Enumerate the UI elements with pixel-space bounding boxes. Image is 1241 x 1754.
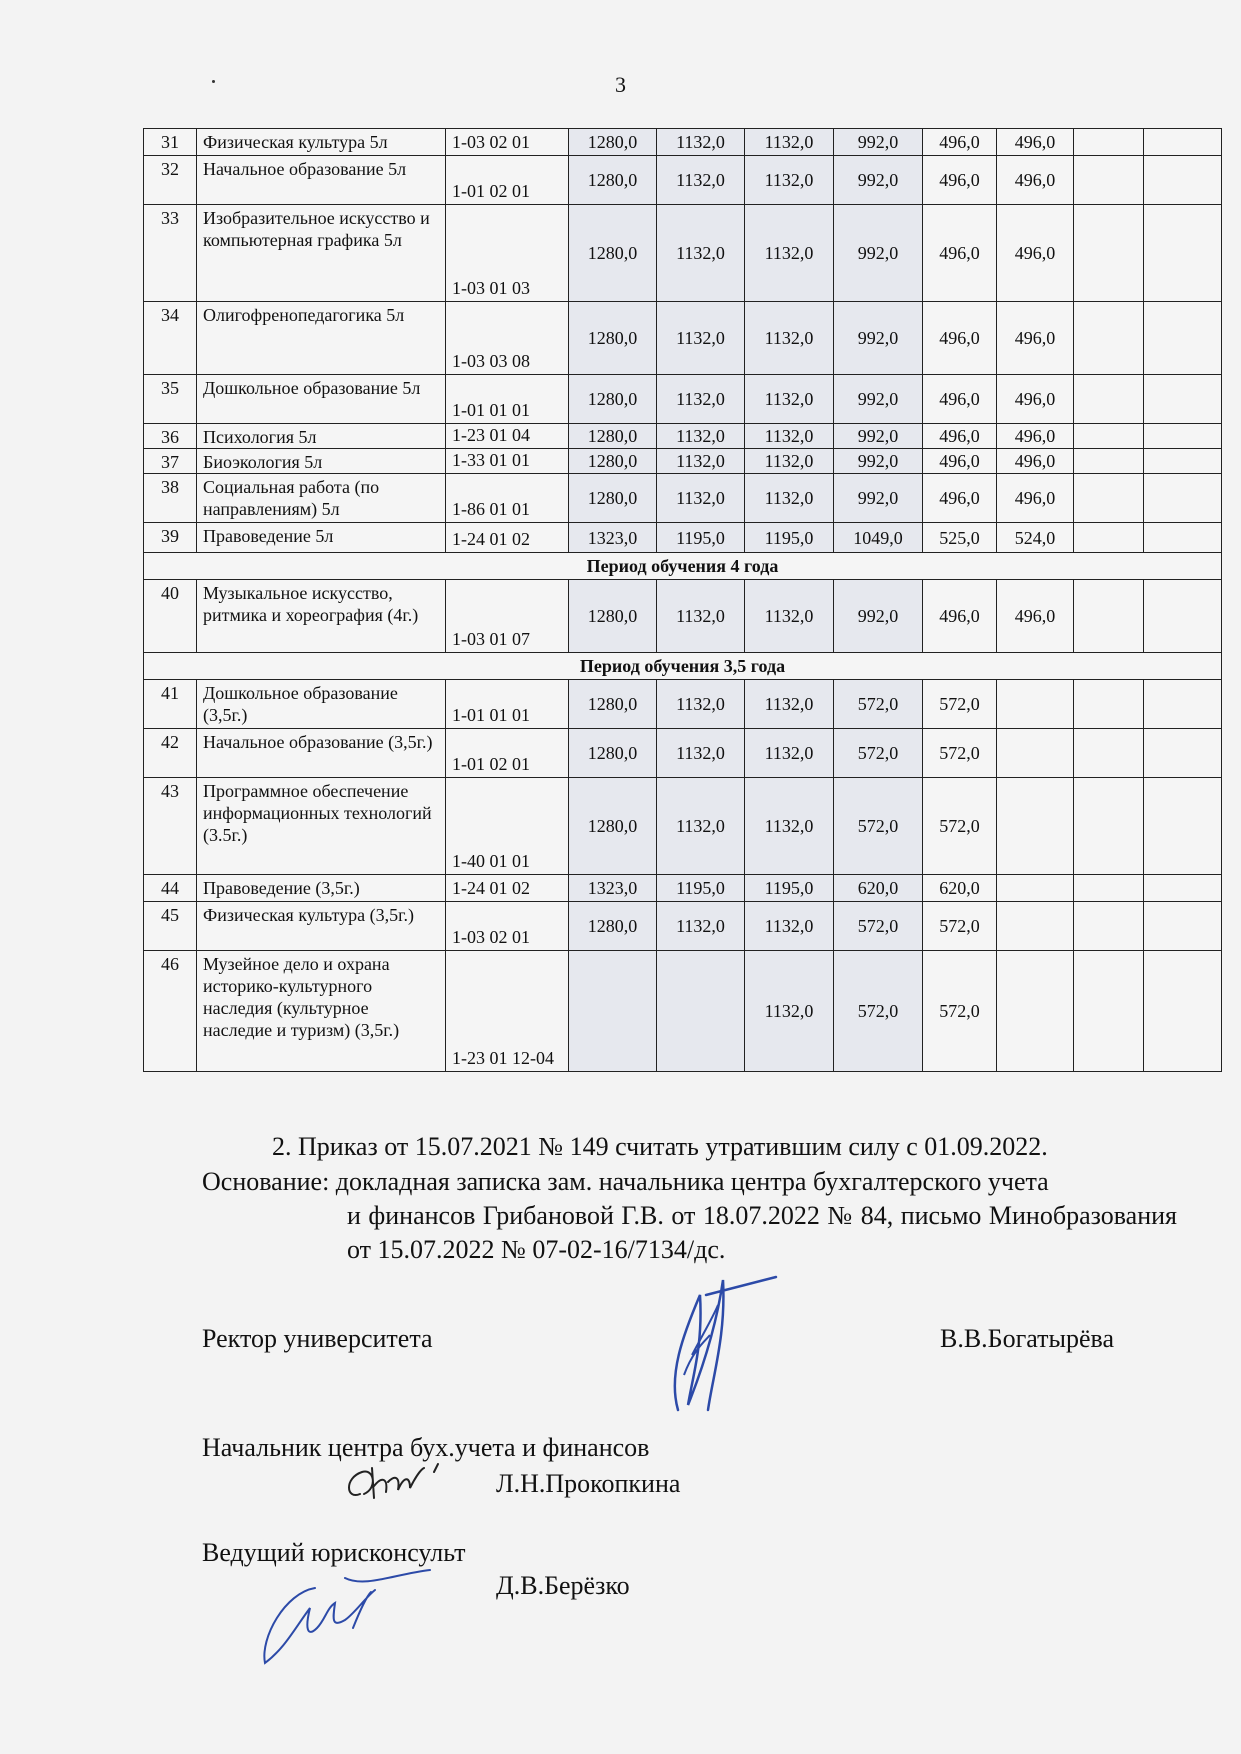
specialty-name: Программное обеспечение информационных технологий (3.5г.) — [197, 778, 446, 875]
specialty-code: 1-03 01 03 — [446, 205, 569, 302]
specialty-name: Изобразительное искусство и компьютерная графика 5л — [197, 205, 446, 302]
value-cell: 496,0 — [997, 129, 1074, 156]
row-number: 39 — [144, 523, 197, 553]
specialty-name: Дошкольное образование (3,5г.) — [197, 680, 446, 729]
value-cell — [1074, 205, 1144, 302]
value-cell — [1144, 129, 1222, 156]
value-cell — [1074, 302, 1144, 375]
value-cell — [1074, 375, 1144, 424]
value-cell: 992,0 — [834, 302, 923, 375]
value-cell — [997, 951, 1074, 1072]
value-cell: 572,0 — [834, 729, 923, 778]
value-cell — [1144, 375, 1222, 424]
specialty-name: Правоведение 5л — [197, 523, 446, 553]
value-cell: 572,0 — [923, 729, 997, 778]
value-cell: 1132,0 — [657, 449, 745, 474]
value-cell: 1195,0 — [657, 875, 745, 902]
value-cell: 1280,0 — [569, 449, 657, 474]
value-cell: 1323,0 — [569, 523, 657, 553]
value-cell: 496,0 — [923, 424, 997, 449]
row-number: 45 — [144, 902, 197, 951]
value-cell: 572,0 — [923, 680, 997, 729]
specialty-code: 1-01 02 01 — [446, 156, 569, 205]
specialty-code: 1-24 01 02 — [446, 875, 569, 902]
value-cell: 1132,0 — [657, 302, 745, 375]
value-cell: 496,0 — [923, 580, 997, 653]
value-cell: 572,0 — [923, 778, 997, 875]
value-cell: 572,0 — [834, 902, 923, 951]
value-cell — [1074, 902, 1144, 951]
section-header — [144, 653, 1222, 680]
value-cell: 1132,0 — [657, 205, 745, 302]
value-cell: 1280,0 — [569, 680, 657, 729]
value-cell: 1132,0 — [745, 680, 834, 729]
value-cell — [1074, 156, 1144, 205]
value-cell — [1074, 729, 1144, 778]
table-row — [144, 680, 1222, 729]
value-cell: 496,0 — [923, 474, 997, 523]
value-cell: 572,0 — [923, 902, 997, 951]
value-cell — [1144, 156, 1222, 205]
value-cell: 496,0 — [923, 302, 997, 375]
table-row — [144, 902, 1222, 951]
table-body — [144, 129, 1222, 1072]
value-cell: 1132,0 — [657, 680, 745, 729]
value-cell: 992,0 — [834, 424, 923, 449]
tuition-table — [143, 128, 1222, 1072]
value-cell — [997, 778, 1074, 875]
chief-signature — [338, 1458, 468, 1508]
value-cell: 992,0 — [834, 474, 923, 523]
value-cell: 496,0 — [923, 156, 997, 205]
value-cell: 1280,0 — [569, 205, 657, 302]
value-cell: 496,0 — [997, 474, 1074, 523]
row-number: 31 — [144, 129, 197, 156]
value-cell: 496,0 — [997, 205, 1074, 302]
specialty-code: 1-03 02 01 — [446, 902, 569, 951]
value-cell: 1132,0 — [657, 156, 745, 205]
value-cell: 1049,0 — [834, 523, 923, 553]
value-cell: 1280,0 — [569, 424, 657, 449]
value-cell — [1074, 424, 1144, 449]
specialty-name: Дошкольное образование 5л — [197, 375, 446, 424]
value-cell — [1144, 729, 1222, 778]
row-number: 35 — [144, 375, 197, 424]
row-number: 43 — [144, 778, 197, 875]
rector-signature — [648, 1255, 788, 1425]
table-row — [144, 523, 1222, 553]
value-cell: 496,0 — [997, 580, 1074, 653]
value-cell: 1132,0 — [745, 902, 834, 951]
value-cell — [997, 729, 1074, 778]
value-cell: 572,0 — [834, 680, 923, 729]
value-cell: 1195,0 — [745, 523, 834, 553]
value-cell — [1144, 474, 1222, 523]
value-cell — [1144, 302, 1222, 375]
row-number: 33 — [144, 205, 197, 302]
table-row — [144, 951, 1222, 1072]
value-cell — [1144, 580, 1222, 653]
value-cell — [1074, 778, 1144, 875]
value-cell — [1074, 875, 1144, 902]
scan-speck — [212, 80, 215, 83]
specialty-code: 1-33 01 01 — [446, 449, 569, 474]
lawyer-name: Д.В.Берёзко — [496, 1571, 630, 1600]
section-title: Период обучения 3,5 года — [144, 653, 1222, 680]
value-cell: 572,0 — [834, 778, 923, 875]
value-cell: 1132,0 — [657, 375, 745, 424]
specialty-name: Физическая культура (3,5г.) — [197, 902, 446, 951]
row-number: 38 — [144, 474, 197, 523]
value-cell: 1132,0 — [657, 129, 745, 156]
value-cell — [1074, 129, 1144, 156]
specialty-code: 1-01 01 01 — [446, 375, 569, 424]
value-cell: 992,0 — [834, 205, 923, 302]
value-cell: 1280,0 — [569, 375, 657, 424]
specialty-code: 1-03 02 01 — [446, 129, 569, 156]
paragraph-basis-rest: и финансов Грибановой Г.В. от 18.07.2022 № 84, письмо Минобразования от 15.07.2022 № 07-02-16/7134/дс. — [347, 1201, 1177, 1264]
value-cell: 1280,0 — [569, 729, 657, 778]
value-cell: 496,0 — [997, 302, 1074, 375]
value-cell: 525,0 — [923, 523, 997, 553]
row-number: 41 — [144, 680, 197, 729]
specialty-name: Правоведение (3,5г.) — [197, 875, 446, 902]
value-cell: 1280,0 — [569, 129, 657, 156]
chief-name: Л.Н.Прокопкина — [496, 1469, 681, 1498]
value-cell: 572,0 — [923, 951, 997, 1072]
value-cell: 1132,0 — [657, 580, 745, 653]
value-cell — [1144, 424, 1222, 449]
value-cell — [1074, 449, 1144, 474]
specialty-name: Музейное дело и охрана историко-культурного наследия (культурное наследие и туризм) (3,5г.) — [197, 951, 446, 1072]
value-cell: 1132,0 — [745, 449, 834, 474]
table-row — [144, 729, 1222, 778]
specialty-name: Музыкальное искусство, ритмика и хореография (4г.) — [197, 580, 446, 653]
value-cell — [997, 875, 1074, 902]
table-row — [144, 375, 1222, 424]
value-cell — [997, 902, 1074, 951]
value-cell: 1132,0 — [745, 424, 834, 449]
value-cell: 572,0 — [834, 951, 923, 1072]
value-cell — [1144, 902, 1222, 951]
value-cell — [997, 680, 1074, 729]
value-cell: 1132,0 — [745, 474, 834, 523]
specialty-name: Социальная работа (по направлениям) 5л — [197, 474, 446, 523]
specialty-code: 1-03 01 07 — [446, 580, 569, 653]
lawyer-title: Ведущий юрисконсульт — [202, 1538, 466, 1567]
value-cell: 1132,0 — [745, 205, 834, 302]
value-cell: 1132,0 — [657, 902, 745, 951]
row-number: 34 — [144, 302, 197, 375]
value-cell — [1144, 523, 1222, 553]
specialty-name: Начальное образование (3,5г.) — [197, 729, 446, 778]
value-cell: 1132,0 — [745, 375, 834, 424]
value-cell: 496,0 — [923, 205, 997, 302]
table-row — [144, 205, 1222, 302]
value-cell: 1132,0 — [745, 580, 834, 653]
value-cell — [1144, 449, 1222, 474]
value-cell: 620,0 — [834, 875, 923, 902]
value-cell — [1144, 875, 1222, 902]
table-row — [144, 129, 1222, 156]
specialty-name: Олигофренопедагогика 5л — [197, 302, 446, 375]
value-cell: 496,0 — [997, 449, 1074, 474]
row-number: 44 — [144, 875, 197, 902]
value-cell: 1280,0 — [569, 474, 657, 523]
value-cell: 1132,0 — [745, 302, 834, 375]
value-cell — [1144, 951, 1222, 1072]
specialty-code: 1-03 03 08 — [446, 302, 569, 375]
value-cell: 496,0 — [923, 375, 997, 424]
row-number: 40 — [144, 580, 197, 653]
value-cell: 1132,0 — [745, 729, 834, 778]
value-cell: 496,0 — [923, 449, 997, 474]
value-cell — [1074, 680, 1144, 729]
table-row — [144, 778, 1222, 875]
row-number: 36 — [144, 424, 197, 449]
value-cell: 1280,0 — [569, 902, 657, 951]
table-row — [144, 449, 1222, 474]
value-cell — [657, 951, 745, 1072]
value-cell: 992,0 — [834, 156, 923, 205]
table-row — [144, 580, 1222, 653]
specialty-code: 1-86 01 01 — [446, 474, 569, 523]
value-cell: 496,0 — [997, 375, 1074, 424]
value-cell: 1280,0 — [569, 778, 657, 875]
table-row — [144, 424, 1222, 449]
value-cell: 1195,0 — [657, 523, 745, 553]
value-cell: 1280,0 — [569, 156, 657, 205]
row-number: 32 — [144, 156, 197, 205]
chief-title: Начальник центра бух.учета и финансов — [202, 1433, 650, 1462]
value-cell: 992,0 — [834, 449, 923, 474]
value-cell — [1074, 523, 1144, 553]
value-cell: 1132,0 — [657, 778, 745, 875]
value-cell: 1132,0 — [745, 156, 834, 205]
paragraph-order: 2. Приказ от 15.07.2021 № 149 считать утратившим силу с 01.09.2022. — [272, 1132, 1048, 1161]
specialty-code: 1-01 02 01 — [446, 729, 569, 778]
page-number: 3 — [615, 72, 626, 97]
specialty-name: Физическая культура 5л — [197, 129, 446, 156]
section-header — [144, 553, 1222, 580]
table-row — [144, 156, 1222, 205]
value-cell: 496,0 — [997, 156, 1074, 205]
table-row — [144, 302, 1222, 375]
value-cell — [1074, 474, 1144, 523]
value-cell: 524,0 — [997, 523, 1074, 553]
rector-name: В.В.Богатырёва — [940, 1324, 1114, 1353]
lawyer-signature — [255, 1568, 445, 1668]
rector-title: Ректор университета — [202, 1324, 433, 1353]
value-cell: 992,0 — [834, 580, 923, 653]
value-cell: 1132,0 — [657, 474, 745, 523]
specialty-code: 1-23 01 12-04 — [446, 951, 569, 1072]
value-cell: 1132,0 — [657, 729, 745, 778]
value-cell: 496,0 — [997, 424, 1074, 449]
table-row — [144, 875, 1222, 902]
value-cell — [569, 951, 657, 1072]
row-number: 42 — [144, 729, 197, 778]
value-cell: 1132,0 — [745, 129, 834, 156]
row-number: 37 — [144, 449, 197, 474]
value-cell — [1144, 205, 1222, 302]
table-row — [144, 474, 1222, 523]
value-cell — [1144, 680, 1222, 729]
value-cell: 1132,0 — [657, 424, 745, 449]
value-cell — [1144, 778, 1222, 875]
specialty-code: 1-23 01 04 — [446, 424, 569, 449]
section-title: Период обучения 4 года — [144, 553, 1222, 580]
value-cell: 1195,0 — [745, 875, 834, 902]
row-number: 46 — [144, 951, 197, 1072]
specialty-name: Психология 5л — [197, 424, 446, 449]
paragraph-basis — [202, 1165, 1177, 1267]
value-cell: 1323,0 — [569, 875, 657, 902]
value-cell: 1280,0 — [569, 580, 657, 653]
value-cell: 992,0 — [834, 129, 923, 156]
specialty-name: Начальное образование 5л — [197, 156, 446, 205]
value-cell: 1132,0 — [745, 951, 834, 1072]
specialty-name: Биоэкология 5л — [197, 449, 446, 474]
value-cell: 992,0 — [834, 375, 923, 424]
specialty-code: 1-40 01 01 — [446, 778, 569, 875]
specialty-code: 1-01 01 01 — [446, 680, 569, 729]
specialty-code: 1-24 01 02 — [446, 523, 569, 553]
paragraph-basis-line1: Основание: докладная записка зам. начальника центра бухгалтерского учета — [202, 1167, 1049, 1196]
value-cell — [1074, 951, 1144, 1072]
value-cell — [1074, 580, 1144, 653]
value-cell: 496,0 — [923, 129, 997, 156]
value-cell: 1280,0 — [569, 302, 657, 375]
value-cell: 620,0 — [923, 875, 997, 902]
value-cell: 1132,0 — [745, 778, 834, 875]
